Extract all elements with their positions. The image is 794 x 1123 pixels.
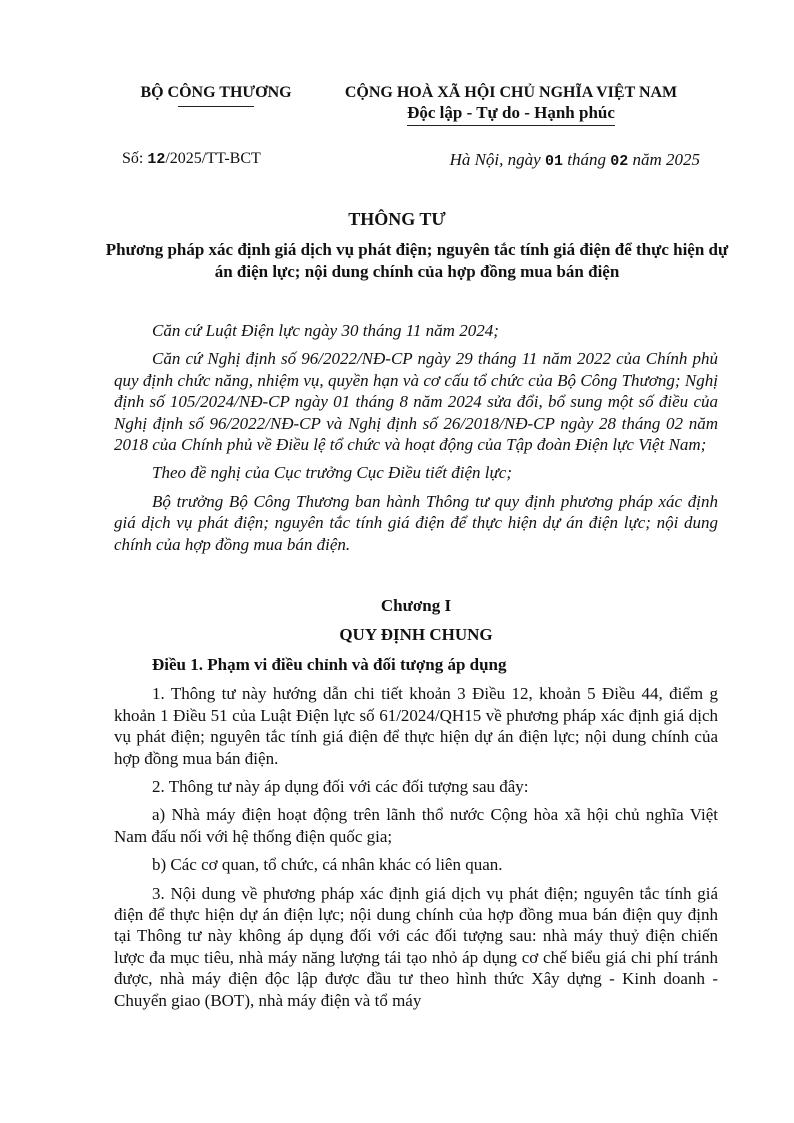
preamble-paragraph: Căn cứ Luật Điện lực ngày 30 tháng 11 năm 2024; — [152, 321, 499, 340]
date-place: Hà Nội, ngày — [449, 150, 545, 169]
document-number-value: 12 — [147, 151, 166, 168]
date-day: 01 — [544, 153, 563, 170]
article-clause: 2. Thông tư này áp dụng đối với các đối tượng sau đây: — [152, 776, 529, 796]
preamble-paragraph: Bộ trưởng Bộ Công Thương ban hành Thông tư quy định phương pháp xác định giá dịch vụ phát điện; nguyên tắc tính giá điện để thực hiện dự án điện lực; nội dung chính của hợp đồng mua bán điện. — [114, 491, 718, 554]
document-number-prefix: Số: — [122, 150, 148, 167]
chapter-title: QUY ĐỊNH CHUNG — [339, 625, 493, 645]
agency-header — [128, 84, 304, 107]
date-month: 02 — [610, 153, 629, 170]
date-year: năm 2025 — [628, 150, 700, 169]
article-title: Điều 1. Phạm vi điều chỉnh và đối tượng áp dụng — [152, 654, 507, 674]
agency-underline — [178, 106, 254, 107]
document-number — [122, 150, 261, 168]
preamble-paragraph: Theo đề nghị của Cục trưởng Cục Điều tiết điện lực; — [152, 463, 512, 483]
article-clause: 1. Thông tư này hướng dẫn chi tiết khoản 3 Điều 12, khoản 5 Điều 44, điểm g khoản 1 Điều 51 của Luật Điện lực số 61/2024/QH15 về phương pháp xác định giá dịch vụ phát điện; nguyên tắc tính giá điện để thực hiện dự án điện lực; nội dung chính của hợp đồng mua bán điện. — [114, 684, 718, 768]
date-month-label: tháng — [562, 150, 611, 169]
national-motto: Độc lập - Tự do - Hạnh phúc — [407, 103, 615, 126]
document-date — [450, 150, 700, 170]
article-clause: a) Nhà máy điện hoạt động trên lãnh thổ nước Cộng hòa xã hội chủ nghĩa Việt Nam đấu nối với hệ thống điện quốc gia; — [114, 805, 718, 846]
document-type: THÔNG TƯ — [348, 209, 446, 229]
article-clause: 3. Nội dung về phương pháp xác định giá dịch vụ phát điện; nguyên tắc tính giá điện để thực hiện dự án điện lực; nội dung chính của hợp đồng mua bán điện quy định tại Thông tư này không áp dụng đối với các đối tượng sau: nhà máy thuỷ điện chiến lược đa mục tiêu, nhà máy năng lượng tái tạo nhỏ áp dụng cơ chế biểu giá chi phí tránh được, nhà máy điện độc lập được đầu tư theo hình thức Xây dựng - Kinh doanh - Chuyển giao (BOT), nhà máy điện và tổ máy — [114, 883, 718, 1010]
chapter-number: Chương I — [380, 596, 452, 616]
country-name: CỘNG HOÀ XÃ HỘI CHỦ NGHĨA VIỆT NAM — [344, 84, 678, 101]
preamble-paragraph: Căn cứ Nghị định số 96/2022/NĐ-CP ngày 29 tháng 11 năm 2022 của Chính phủ quy định chức năng, nhiệm vụ, quyền hạn và cơ cấu tổ chức của Bộ Công Thương; Nghị định số 105/2024/NĐ-CP ngày 01 tháng 8 năm 2024 sửa đổi, bổ sung một số điều của Nghị định số 96/2022/NĐ-CP và Nghị định số 26/2018/NĐ-CP ngày 28 tháng 02 năm 2018 của Chính phủ về Điều lệ tổ chức và hoạt động của Tập đoàn Điện lực Việt Nam; — [114, 349, 718, 455]
agency-name: BỘ CÔNG THƯƠNG — [140, 84, 292, 101]
document-subject: Phương pháp xác định giá dịch vụ phát điện; nguyên tắc tính giá điện để thực hiện dự án điện lực; nội dung chính của hợp đồng mua bán điện — [105, 240, 729, 281]
document-number-suffix: /2025/TT-BCT — [165, 150, 261, 167]
national-header — [326, 84, 696, 126]
document-body — [114, 320, 718, 1018]
article-clause: b) Các cơ quan, tổ chức, cá nhân khác có liên quan. — [152, 855, 503, 875]
